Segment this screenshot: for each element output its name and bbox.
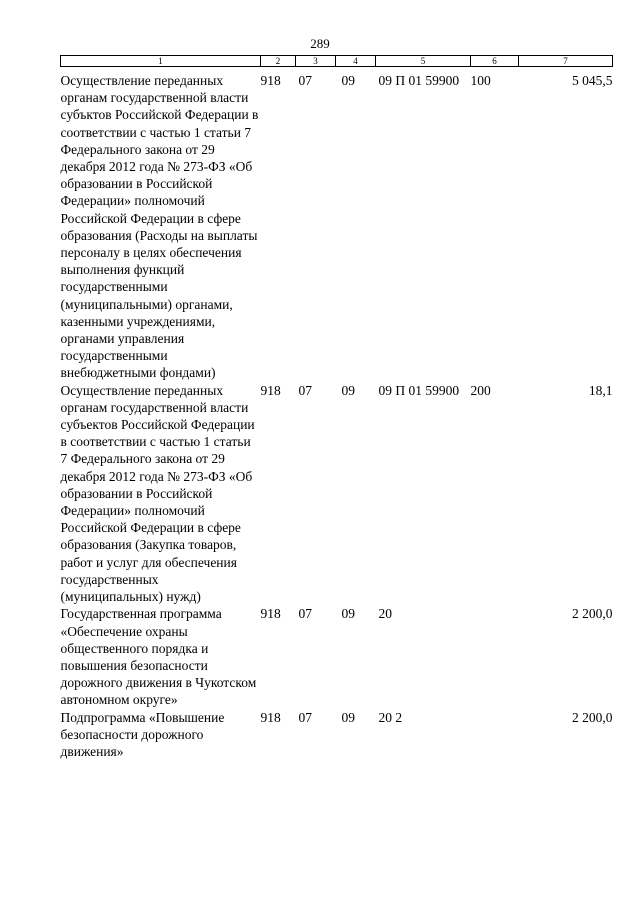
row-section: 07 bbox=[298, 73, 312, 88]
row-expense-type: 100 bbox=[470, 73, 491, 88]
row-target-article: 09 П 01 59900 bbox=[378, 73, 460, 88]
page-number: 289 bbox=[310, 36, 330, 51]
table-row bbox=[61, 605, 613, 708]
row-target-article: 20 2 bbox=[378, 709, 403, 725]
header-col-vr: 6 bbox=[471, 56, 519, 67]
budget-table bbox=[60, 55, 613, 760]
row-subsection: 09 bbox=[341, 709, 355, 725]
row-gov-code: 918 bbox=[260, 606, 281, 622]
header-col-amount: 7 bbox=[519, 56, 613, 67]
header-col-csr: 5 bbox=[376, 56, 471, 67]
table-body bbox=[61, 67, 613, 761]
row-amount: 18,1 bbox=[588, 382, 613, 398]
table-row bbox=[61, 67, 613, 382]
row-section: 07 bbox=[298, 709, 312, 725]
row-subsection: 09 bbox=[341, 73, 355, 88]
table-row bbox=[61, 382, 613, 606]
header-col-name: 1 bbox=[61, 56, 261, 67]
row-subsection: 09 bbox=[341, 382, 355, 398]
row-amount: 2 200,0 bbox=[572, 709, 613, 725]
table-header bbox=[61, 56, 613, 67]
row-subsection: 09 bbox=[341, 606, 355, 622]
header-col-section: 3 bbox=[296, 56, 336, 67]
row-gov-code: 918 bbox=[260, 382, 281, 398]
row-target-article: 20 bbox=[378, 606, 392, 622]
row-name: Осуществление переданных органам государственной власти субъктов Российской Федерации в соответствии с частью 1 статьи 7 Федерального закона от 29 декабря 2012 года № 273-ФЗ «Об образовании в Российской Федерации» полномочий Российской Федерации в сфере образования (Расходы на выплаты персоналу в целях обеспечения выполнения функций государственными (муниципальными) органами, казенными учреждениями, органами управления государственными внебюджетными фондами) bbox=[60, 73, 259, 381]
row-section: 07 bbox=[298, 382, 312, 398]
header-col-gov: 2 bbox=[261, 56, 296, 67]
row-expense-type: 200 bbox=[470, 382, 491, 398]
row-name: Осуществление переданных органам государственной власти субъектов Российской Федерации в соответствии с частью 1 статьи 7 Федерального закона от 29 декабря 2012 года № 273-ФЗ «Об образовании в Российской Федерации» полномочий Российской Федерации в сфере образования (Закупка товаров, работ и услуг для обеспечения государственных (муниципальных) нужд) bbox=[60, 382, 255, 605]
row-amount: 2 200,0 bbox=[572, 606, 613, 622]
row-amount: 5 045,5 bbox=[572, 73, 613, 88]
row-target-article: 09 П 01 59900 bbox=[378, 382, 460, 398]
row-gov-code: 918 bbox=[260, 73, 281, 88]
header-row bbox=[61, 56, 613, 67]
row-expense-type bbox=[471, 709, 519, 761]
row-expense-type bbox=[471, 605, 519, 708]
row-name: Подпрограмма «Повышение безопасности дорожного движения» bbox=[60, 709, 225, 759]
row-gov-code: 918 bbox=[260, 709, 281, 725]
header-col-subsection: 4 bbox=[336, 56, 376, 67]
row-name: Государственная программа «Обеспечение охраны общественного порядка и повышения безопасности дорожного движения в Чукотском автономном округе» bbox=[60, 606, 257, 708]
table-row bbox=[61, 709, 613, 761]
row-section: 07 bbox=[298, 606, 312, 622]
